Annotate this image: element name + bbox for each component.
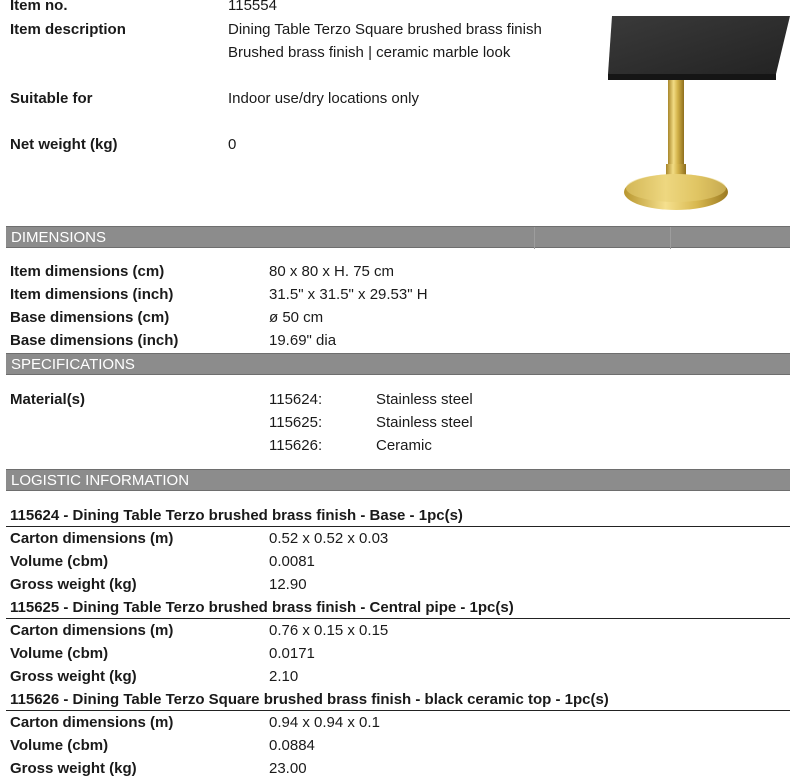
item-description-line1: Dining Table Terzo Square brushed brass finish bbox=[228, 21, 542, 38]
material-name: Ceramic bbox=[376, 437, 432, 454]
dimension-label: Base dimensions (cm) bbox=[10, 309, 170, 326]
dimensions-heading: DIMENSIONS bbox=[11, 229, 107, 246]
logistics-group-title: 115626 - Dining Table Terzo Square brushed brass finish - black ceramic top - 1pc(s) bbox=[10, 691, 609, 708]
net-weight-label: Net weight (kg) bbox=[10, 136, 118, 153]
logistics-header-bar bbox=[6, 469, 790, 491]
group-divider bbox=[6, 710, 790, 711]
material-name: Stainless steel bbox=[376, 414, 473, 431]
volume-value: 0.0081 bbox=[269, 553, 315, 570]
carton-dimensions-label: Carton dimensions (m) bbox=[10, 530, 174, 547]
material-name: Stainless steel bbox=[376, 391, 473, 408]
material-code: 115625: bbox=[269, 414, 323, 431]
table-top-edge bbox=[608, 74, 776, 80]
specifications-header-bar bbox=[6, 353, 790, 375]
volume-value: 0.0171 bbox=[269, 645, 315, 662]
net-weight-value: 0 bbox=[228, 136, 237, 153]
carton-dimensions-label: Carton dimensions (m) bbox=[10, 622, 174, 639]
carton-dimensions-value: 0.94 x 0.94 x 0.1 bbox=[269, 714, 380, 731]
logistics-group-title: 115625 - Dining Table Terzo brushed brass finish - Central pipe - 1pc(s) bbox=[10, 599, 514, 616]
gross-weight-value: 23.00 bbox=[269, 760, 307, 777]
dimension-label: Base dimensions (inch) bbox=[10, 332, 179, 349]
carton-dimensions-value: 0.76 x 0.15 x 0.15 bbox=[269, 622, 389, 639]
group-divider bbox=[6, 526, 790, 527]
item-description-label: Item description bbox=[10, 21, 126, 38]
table-base-top bbox=[626, 174, 726, 202]
header-separator bbox=[534, 227, 535, 249]
gross-weight-label: Gross weight (kg) bbox=[10, 668, 137, 685]
volume-label: Volume (cbm) bbox=[10, 645, 109, 662]
carton-dimensions-label: Carton dimensions (m) bbox=[10, 714, 174, 731]
suitable-for-value: Indoor use/dry locations only bbox=[228, 90, 419, 107]
volume-label: Volume (cbm) bbox=[10, 553, 109, 570]
gross-weight-label: Gross weight (kg) bbox=[10, 576, 137, 593]
materials-label: Material(s) bbox=[10, 391, 86, 408]
volume-label: Volume (cbm) bbox=[10, 737, 109, 754]
dimensions-header-bar bbox=[6, 226, 790, 248]
material-code: 115626: bbox=[269, 437, 323, 454]
specifications-heading: SPECIFICATIONS bbox=[11, 356, 135, 373]
item-no-label: Item no. bbox=[10, 0, 68, 14]
volume-value: 0.0884 bbox=[269, 737, 315, 754]
dimension-value: 19.69" dia bbox=[269, 332, 337, 349]
dimension-label: Item dimensions (cm) bbox=[10, 263, 165, 280]
dimension-label: Item dimensions (inch) bbox=[10, 286, 174, 303]
table-top-shape bbox=[608, 16, 790, 74]
gross-weight-label: Gross weight (kg) bbox=[10, 760, 137, 777]
logistics-group-title: 115624 - Dining Table Terzo brushed brass finish - Base - 1pc(s) bbox=[10, 507, 463, 524]
suitable-for-label: Suitable for bbox=[10, 90, 93, 107]
group-divider bbox=[6, 618, 790, 619]
header-separator bbox=[670, 227, 671, 249]
table-pipe-shape bbox=[668, 80, 684, 168]
dimension-value: ø 50 cm bbox=[269, 309, 324, 326]
dimension-value: 31.5" x 31.5" x 29.53" H bbox=[269, 286, 428, 303]
dining-table-product-photo bbox=[600, 4, 790, 224]
carton-dimensions-value: 0.52 x 0.52 x 0.03 bbox=[269, 530, 389, 547]
gross-weight-value: 12.90 bbox=[269, 576, 307, 593]
item-no-value: 115554 bbox=[228, 0, 277, 14]
logistics-heading: LOGISTIC INFORMATION bbox=[11, 472, 190, 489]
gross-weight-value: 2.10 bbox=[269, 668, 299, 685]
dimension-value: 80 x 80 x H. 75 cm bbox=[269, 263, 395, 280]
material-code: 115624: bbox=[269, 391, 323, 408]
item-description-line2: Brushed brass finish | ceramic marble look bbox=[228, 44, 511, 61]
